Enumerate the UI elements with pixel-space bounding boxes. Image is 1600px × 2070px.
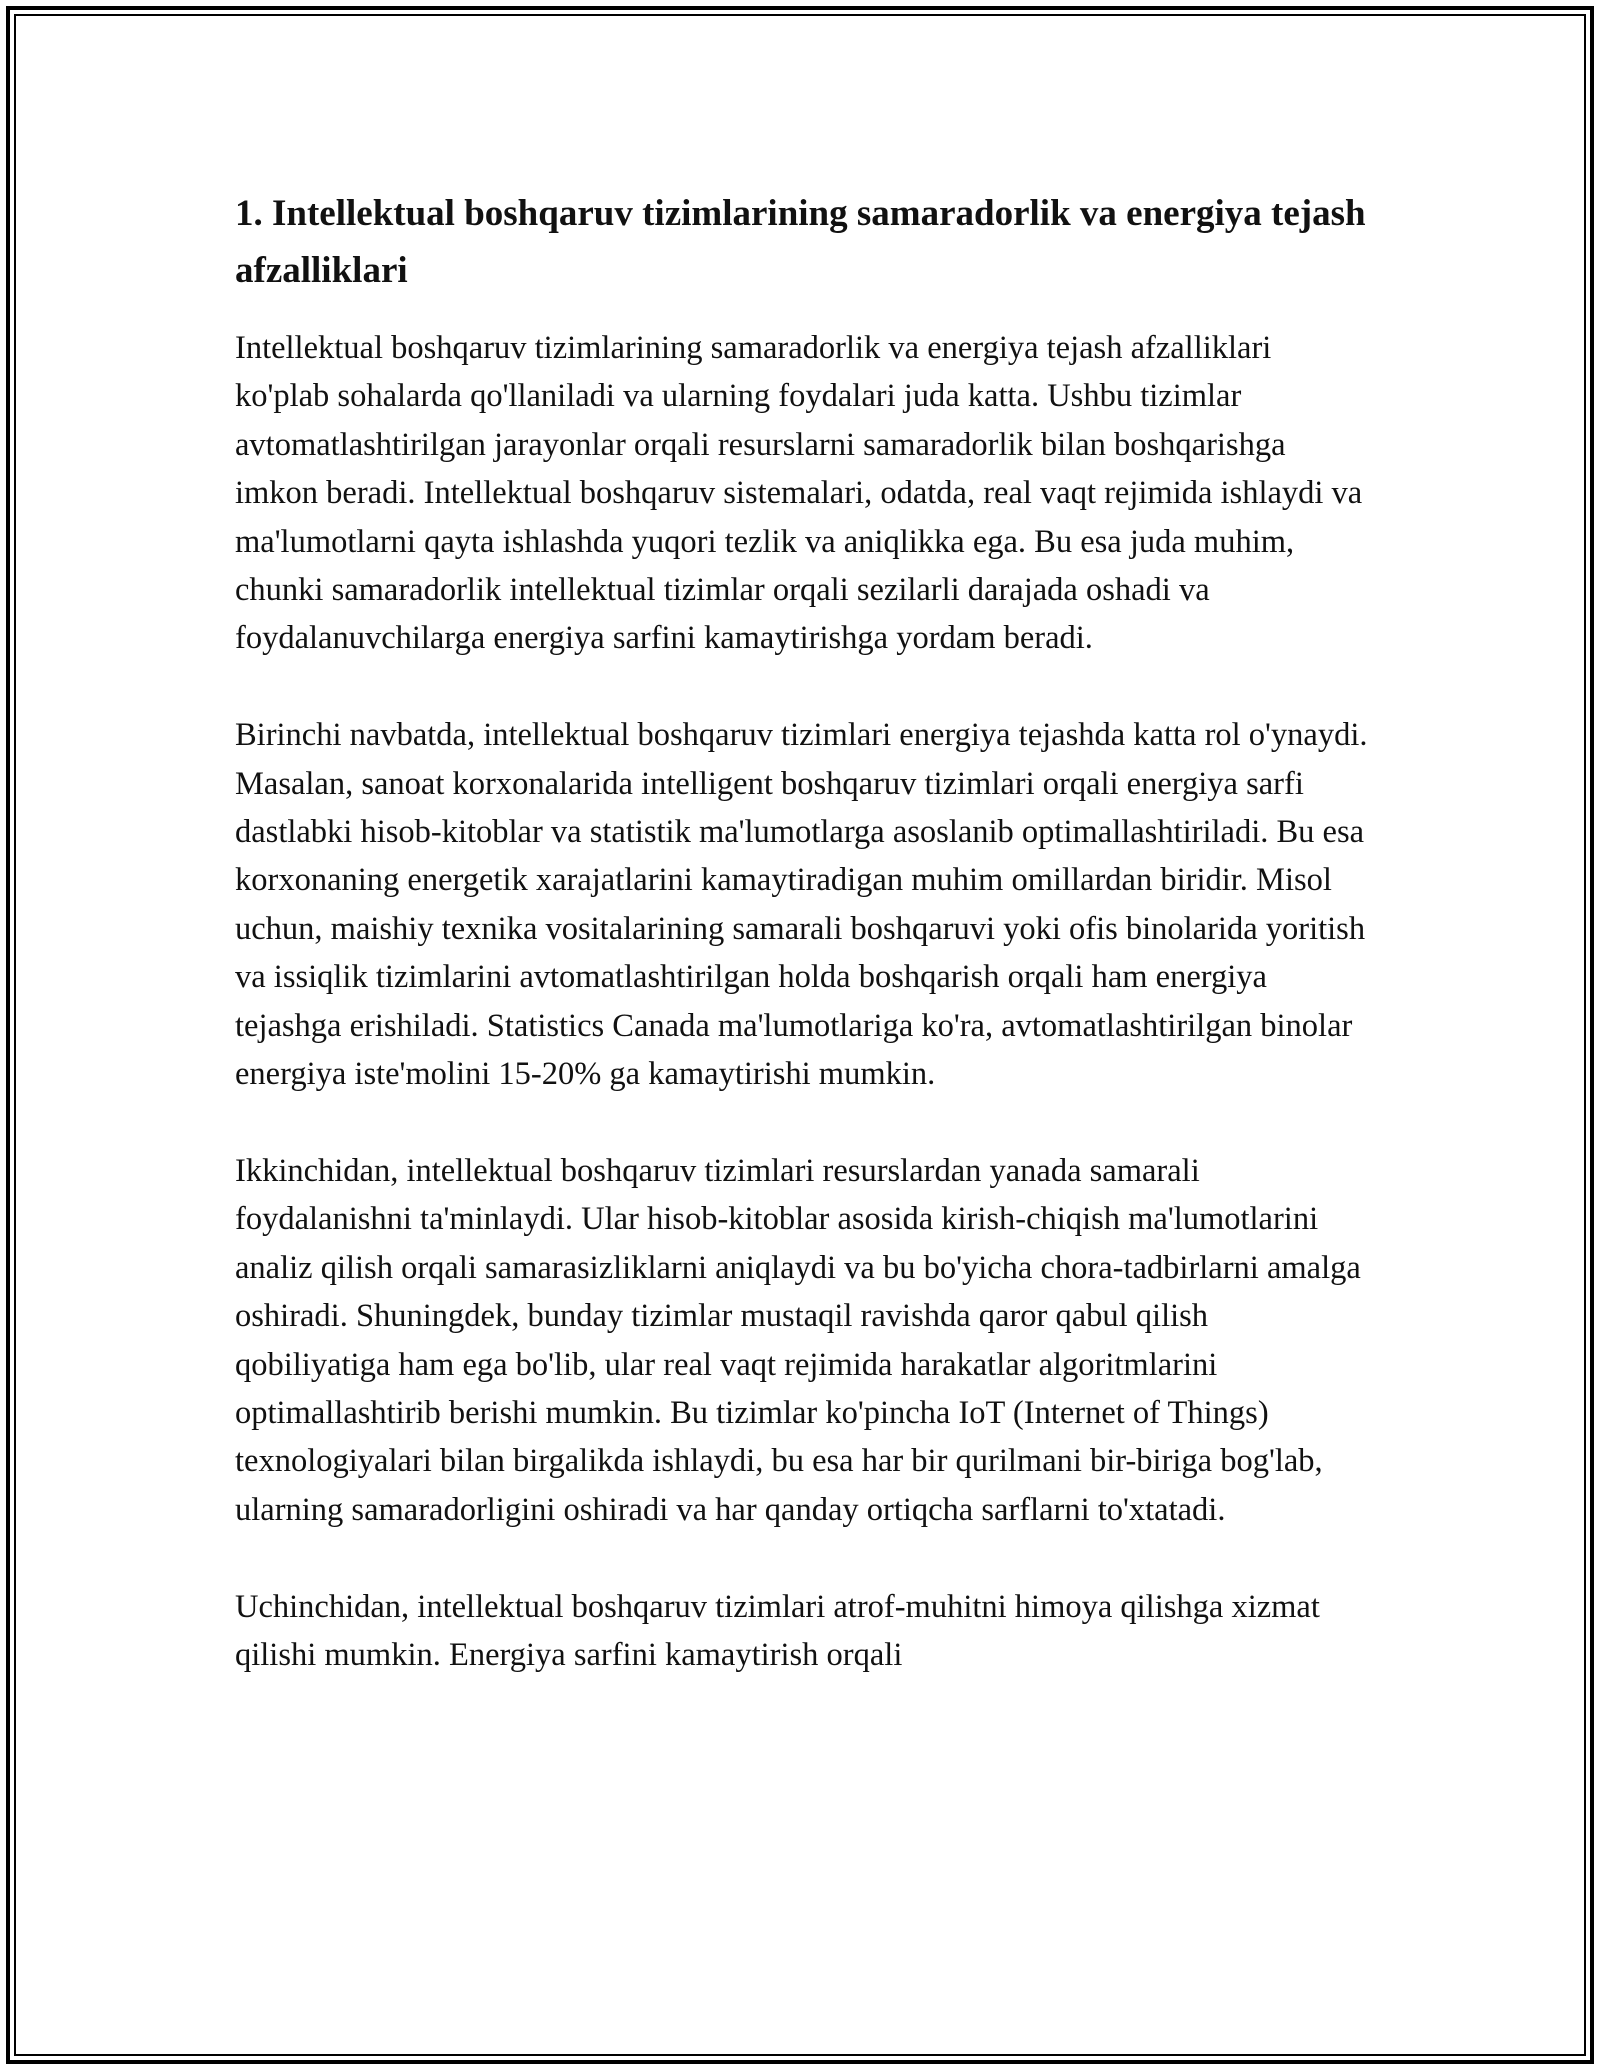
paragraph-third-point: Uchinchidan, intellektual boshqaruv tizimlari atrof-muhitni himoya qilishga xizmat qilishi mumkin. Energiya sarfini kamaytirish orqali (235, 1588, 1320, 1673)
paragraph-first-point: Birinchi navbatda, intellektual boshqaruv tizimlari energiya tejashda katta rol o'ynaydi. Masalan, sanoat korxonalarida intelligent boshqaruv tizimlari orqali energiya sarfi dastlabki hisob-kitoblar va statistik ma'lumotlarga asoslanib optimallashtiriladi. Bu esa korxonaning energetik xarajatlarini kamaytiradigan muhim omillardan biridir. Misol uchun, maishiy texnika vositalarining samarali boshqaruvi yoki ofis binolarida yoritish va issiqlik tizimlarini avtomatlashtirilgan holda boshqarish orqali ham energiya tejashga erishiladi. Statistics Canada ma'lumotlariga ko'ra, avtomatlashtirilgan binolar energiya iste'molini 15-20% ga kamaytirishi mumkin. (235, 717, 1368, 1093)
paragraph-second-point: Ikkinchidan, intellektual boshqaruv tizimlari resurslardan yanada samarali foydalanishni ta'minlaydi. Ular hisob-kitoblar asosida kirish-chiqish ma'lumotlarini analiz qilish orqali samarasizliklarni aniqlaydi va bu bo'yicha chora-tadbirlarni amalga oshiradi. Shuningdek, bunday tizimlar mustaqil ravishda qaror qabul qilish qobiliyatiga ham ega bo'lib, ular real vaqt rejimida harakatlar algoritmlarini optimallashtirib berishi mumkin. Bu tizimlar ko'pincha IoT (Internet of Things) texnologiyalari bilan birgalikda ishlaydi, bu esa har bir qurilmani bir-biriga bog'lab, ularning samaradorligini oshiradi va har qanday ortiqcha sarflarni to'xtatadi. (235, 1152, 1361, 1528)
section-heading: 1. Intellektual boshqaruv tizimlarining samaradorlik va energiya tejash afzalliklari (235, 193, 1366, 291)
document-body (235, 185, 1370, 1679)
paragraph-intro: Intellektual boshqaruv tizimlarining samaradorlik va energiya tejash afzalliklari ko'plab sohalarda qo'llaniladi va ularning foydalari juda katta. Ushbu tizimlar avtomatlashtirilgan jarayonlar orqali resurslarni samaradorlik bilan boshqarishga imkon beradi. Intellektual boshqaruv sistemalari, odatda, real vaqt rejimida ishlaydi va ma'lumotlarni qayta ishlashda yuqori tezlik va aniqlikka ega. Bu esa juda muhim, chunki samaradorlik intellektual tizimlar orqali sezilarli darajada oshadi va foydalanuvchilarga energiya sarfini kamaytirishga yordam beradi. (235, 330, 1363, 657)
